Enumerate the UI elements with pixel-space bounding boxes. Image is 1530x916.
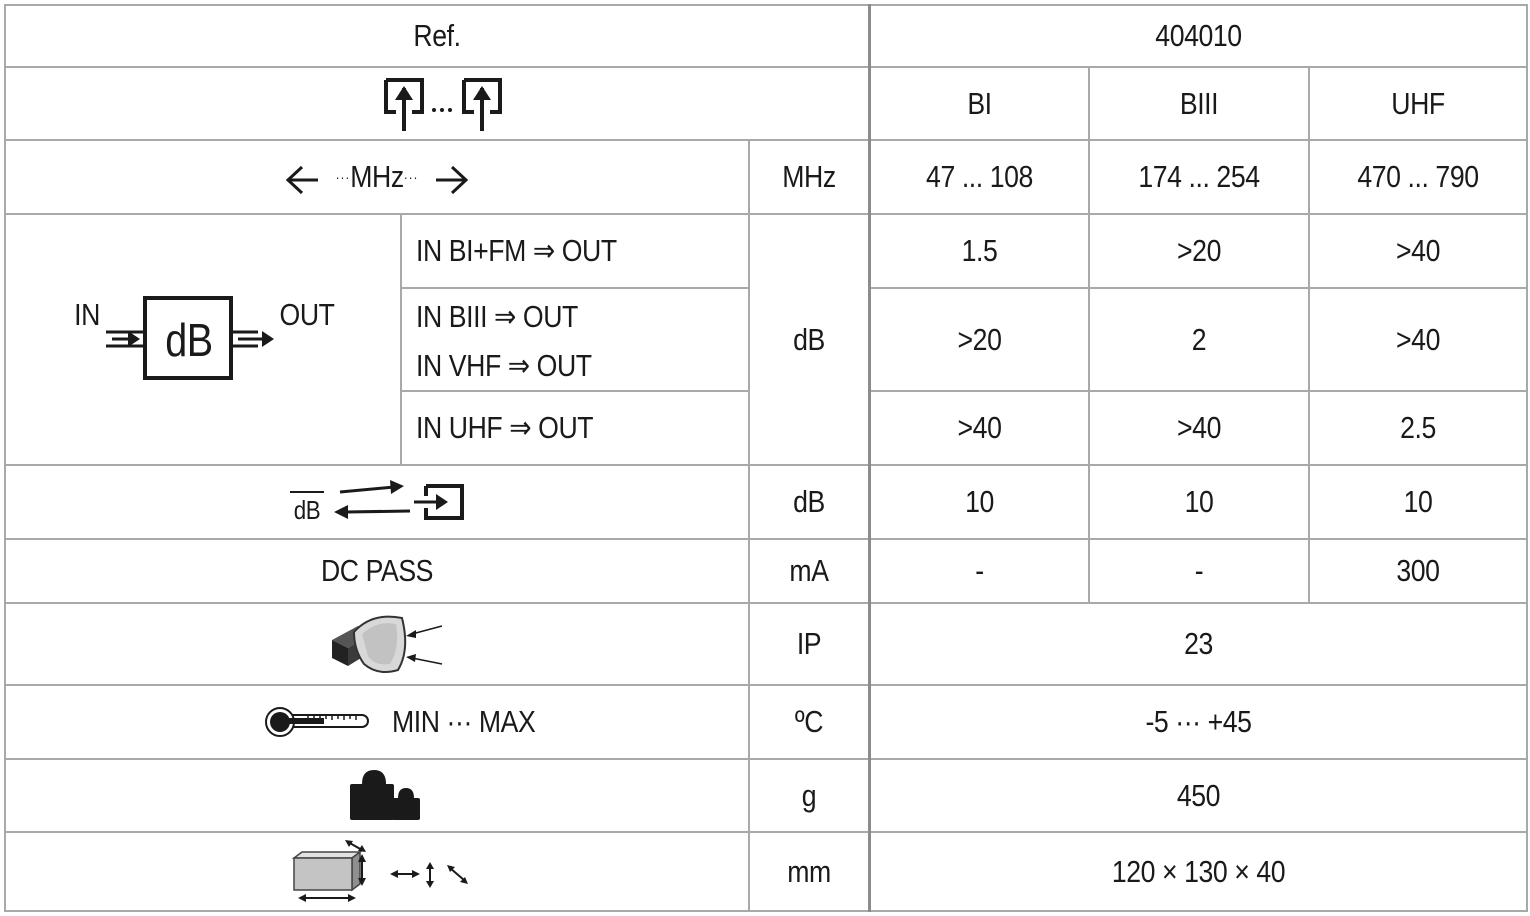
attenuation-value: >20 xyxy=(1177,233,1221,268)
weight-value: 450 xyxy=(1176,777,1221,813)
path-biii: IN BIII ⇒ OUT xyxy=(416,299,578,334)
return-loss-bi: 10 xyxy=(965,484,994,519)
attenuation-value: >20 xyxy=(957,321,1002,357)
attenuation-value: >40 xyxy=(1177,410,1221,445)
column-divider xyxy=(1308,66,1310,604)
ip-value: 23 xyxy=(1184,626,1213,661)
temperature-label: MIN ··· MAX xyxy=(392,704,536,739)
attenuation-value: 2 xyxy=(1191,321,1207,357)
attenuator-in-label: IN xyxy=(74,297,100,332)
dimensions-unit: mm xyxy=(787,853,831,889)
attenuation-value: 1.5 xyxy=(961,233,998,268)
band-uhf: UHF xyxy=(1391,85,1445,121)
column-divider-main xyxy=(868,4,871,912)
dc-pass-unit: mA xyxy=(789,553,829,588)
ip-unit: IP xyxy=(796,626,822,661)
frequency-biii: 174 ... 254 xyxy=(1138,159,1260,194)
return-loss-uhf: 10 xyxy=(1403,484,1433,519)
frequency-uhf: 470 ... 790 xyxy=(1357,159,1479,194)
column-divider xyxy=(400,213,402,466)
attenuation-value: >40 xyxy=(957,410,1002,445)
thermometer-icon xyxy=(262,704,372,740)
band-biii: BIII xyxy=(1179,85,1219,121)
band-bi: BI xyxy=(967,85,992,121)
return-loss-unit: dB xyxy=(793,484,825,519)
path-biii-vhf xyxy=(416,292,700,390)
attenuation-value: >40 xyxy=(1396,233,1440,268)
dimensions-value: 120 × 130 × 40 xyxy=(1111,853,1286,889)
attenuator-center-label: dB xyxy=(165,314,213,366)
input-to-input-icon xyxy=(382,76,506,134)
return-loss-biii: 10 xyxy=(1184,484,1214,519)
row-divider xyxy=(4,66,1528,68)
path-bi-fm: IN BI+FM ⇒ OUT xyxy=(416,233,617,268)
attenuation-value: 2.5 xyxy=(1400,410,1436,445)
dc-pass-bi: - xyxy=(975,553,984,588)
box-dimensions-icon xyxy=(290,838,472,908)
attenuator-out-label: OUT xyxy=(279,297,335,332)
weight-unit: g xyxy=(801,777,817,813)
frequency-label: ··· MHz ··· xyxy=(335,159,419,194)
weights-icon xyxy=(346,768,422,822)
frequency-unit: MHz xyxy=(782,159,836,194)
ref-label: Ref. xyxy=(413,18,461,53)
enclosure-protection-icon xyxy=(328,610,448,680)
column-divider xyxy=(748,139,750,912)
frequency-bi: 47 ... 108 xyxy=(926,159,1033,194)
dc-pass-label: DC PASS xyxy=(320,553,434,588)
return-loss-icon-text: dB xyxy=(293,494,321,525)
path-uhf: IN UHF ⇒ OUT xyxy=(416,410,594,445)
dc-pass-biii: - xyxy=(1194,553,1204,588)
temperature-unit: ºC xyxy=(794,704,824,739)
path-vhf: IN VHF ⇒ OUT xyxy=(416,348,592,383)
dc-pass-uhf: 300 xyxy=(1396,553,1440,588)
row-divider xyxy=(400,287,748,289)
attenuation-value: >40 xyxy=(1396,321,1440,357)
attenuation-unit: dB xyxy=(793,321,825,357)
temperature-value: -5 ··· +45 xyxy=(1145,704,1252,739)
column-divider xyxy=(1088,66,1090,604)
ref-value: 404010 xyxy=(1155,18,1242,53)
table-border-bottom xyxy=(4,910,1528,912)
